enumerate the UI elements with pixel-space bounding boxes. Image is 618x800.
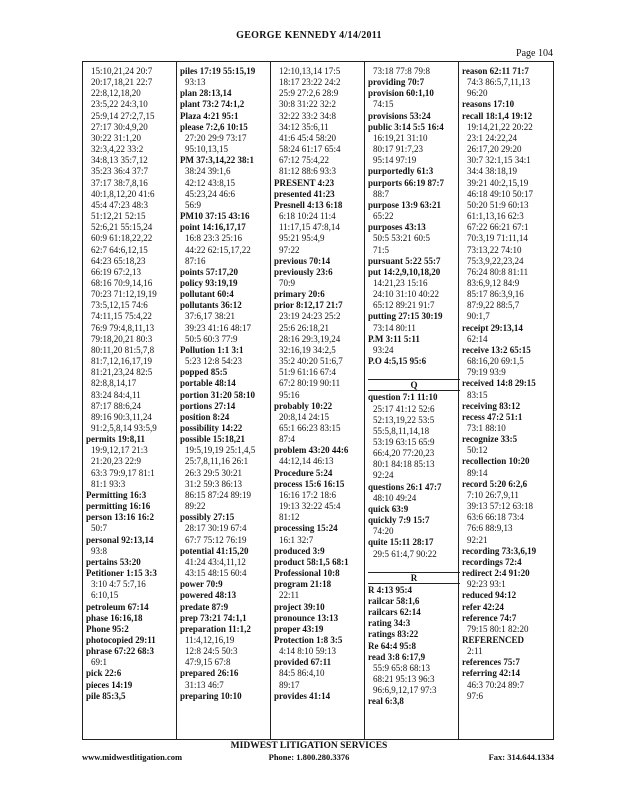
index-entry: pieces 14:19 <box>86 679 133 690</box>
index-continuation: 93:24 <box>373 344 394 355</box>
index-entry: potential 41:15,20 <box>180 545 249 556</box>
index-entry: refer 42:24 <box>462 601 504 612</box>
index-entry: Re 64:4 95:8 <box>368 640 416 651</box>
index-column-3 <box>274 66 366 736</box>
index-continuation: 70:3,19 71:11,14 <box>467 233 528 244</box>
index-continuation: 74:3 86:5,7,11,13 <box>467 77 531 88</box>
index-entry: redirect 2:4 91:20 <box>462 568 530 579</box>
index-continuation: 39:23 41:16 48:17 <box>185 322 252 333</box>
index-continuation: 73:14 80:11 <box>373 322 416 333</box>
index-entry: receive 13:2 65:15 <box>462 344 531 355</box>
index-continuation: 47:9,15 67:8 <box>185 657 231 668</box>
index-continuation: 37:6,17 38:21 <box>185 311 236 322</box>
index-entry: public 3:14 5:5 16:4 <box>368 121 444 132</box>
index-continuation: 48:10 49:24 <box>373 492 417 503</box>
index-entry: rating 34:3 <box>368 618 411 629</box>
index-entry: piles 17:19 55:15,19 <box>180 66 256 76</box>
index-entry: providing 70:7 <box>368 77 425 88</box>
index-entry: recall 18:1,4 19:12 <box>462 110 533 121</box>
index-continuation: 70:9 <box>279 277 296 288</box>
index-continuation: 16:8 23:3 25:16 <box>185 233 243 244</box>
index-continuation: 41:24 43:4,11,12 <box>185 556 246 567</box>
index-entry: Permitting 16:3 <box>86 489 147 500</box>
index-continuation: 62:7 64:6,12,15 <box>91 244 148 255</box>
index-entry: Protection 1:8 3:5 <box>274 634 343 645</box>
index-continuation: 92:21 <box>467 534 488 545</box>
index-entry: R 4:13 95:4 <box>368 584 412 595</box>
index-entry: purpose 13:9 63:21 <box>368 199 442 210</box>
index-entry: probably 10:22 <box>274 400 333 411</box>
index-entry: Petitioner 1:15 3:3 <box>86 568 157 579</box>
index-continuation: 89:16 90:3,11,24 <box>91 411 152 422</box>
index-continuation: 5:23 12:8 54:23 <box>185 356 243 367</box>
index-entry: portions 27:14 <box>180 400 236 411</box>
spacer <box>368 560 460 571</box>
index-continuation: 68:16,20 69:1,5 <box>467 356 524 367</box>
index-continuation: 81:12 88:6 93:3 <box>279 166 337 177</box>
index-entry: point 14:16,17,17 <box>180 222 246 233</box>
index-entry: quick 63:9 <box>368 503 409 514</box>
index-continuation: 26:17,20 29:20 <box>467 144 522 155</box>
index-entry: reference 74:7 <box>462 612 517 623</box>
index-continuation: 65:12 89:21 91:7 <box>373 300 435 311</box>
index-continuation: 7:10 26:7,9,11 <box>467 489 519 500</box>
index-continuation: 51:9 61:16 67:4 <box>279 367 337 378</box>
index-entry: prep 73:21 74:1,1 <box>180 612 247 623</box>
index-continuation: 25:7,8,11,16 26:1 <box>185 456 249 467</box>
page-number: Page 104 <box>516 48 553 59</box>
index-entry: quite 15:11 28:17 <box>368 537 434 548</box>
index-continuation: 37:17 38:7,8,16 <box>91 177 148 188</box>
index-continuation: 2:11 <box>467 646 483 657</box>
index-continuation: 79:15 80:1 82:20 <box>467 623 529 634</box>
index-continuation: 91:2,5,8,14 93:5,9 <box>91 423 157 433</box>
index-entry: primary 20:6 <box>274 289 325 300</box>
index-entry: produced 3:9 <box>274 545 325 556</box>
index-continuation: 30:22 31:1,20 <box>91 132 142 143</box>
index-continuation: 90:1,7 <box>467 311 490 322</box>
index-continuation: 20:17,18,21 22:7 <box>91 77 153 88</box>
index-entry: permits 19:8,11 <box>86 434 145 445</box>
index-entry: provisions 53:24 <box>368 110 431 121</box>
index-entry: railcar 58:1,6 <box>368 596 420 606</box>
index-continuation: 45:23,24 46:6 <box>185 188 236 199</box>
index-continuation: 18:17 23:22 24:2 <box>279 77 341 88</box>
index-continuation: 11:4,12,16,19 <box>185 634 235 645</box>
index-entry: Procedure 5:24 <box>274 467 333 478</box>
index-continuation: 81:12 <box>279 512 300 523</box>
index-entry: P.M 3:11 5:11 <box>368 333 420 344</box>
index-continuation: 68:16 70:9,14,16 <box>91 277 153 288</box>
index-continuation: 93:8 <box>91 545 108 556</box>
index-entry: pollutant 60:4 <box>180 289 234 300</box>
index-entry: PM10 37:15 43:16 <box>180 211 250 222</box>
index-entry: petroleum 67:14 <box>86 601 149 612</box>
index-continuation: 74:15 <box>373 99 394 110</box>
index-entry: points 57:17,20 <box>180 266 239 277</box>
index-continuation: 87:16 <box>185 255 206 266</box>
index-entry: provided 67:11 <box>274 657 332 668</box>
index-entry: PRESENT 4:23 <box>274 177 335 188</box>
index-continuation: 30:8 31:22 32:2 <box>279 99 337 110</box>
index-entry: pile 85:3,5 <box>86 690 126 701</box>
index-continuation: 34:4 38:18,19 <box>467 166 518 177</box>
index-entry: portable 48:14 <box>180 378 236 389</box>
index-continuation: 30:7 32:1,15 34:1 <box>467 155 531 166</box>
section-letter: Q <box>368 379 460 391</box>
index-entry: Phone 95:2 <box>86 623 129 634</box>
index-continuation: 45:4 47:23 48:3 <box>91 199 149 210</box>
index-continuation: 95:14 97:19 <box>373 155 417 166</box>
index-continuation: 19:5,19,19 25:1,4,5 <box>185 445 256 456</box>
index-continuation: 15:10,21,24 20:7 <box>91 66 153 76</box>
index-column-2 <box>180 66 272 736</box>
index-continuation: 86:15 87:24 89:19 <box>185 489 252 500</box>
index-entry: read 3:8 6:17,9 <box>368 651 426 662</box>
index-entry: processing 15:24 <box>274 523 338 534</box>
index-continuation: 23:5,22 24:3,10 <box>91 99 148 110</box>
index-continuation: 81:1 93:3 <box>91 478 126 489</box>
index-continuation: 93:13 <box>185 77 206 88</box>
index-continuation: 63:3 79:9,17 81:1 <box>91 467 155 478</box>
footer-website: www.midwestlitigation.com <box>82 752 183 762</box>
index-continuation: 27:17 30:4,9,20 <box>91 121 148 132</box>
index-continuation: 89:17 <box>279 679 300 690</box>
index-continuation: 50:12 <box>467 445 488 456</box>
index-continuation: 83:15 <box>467 389 488 400</box>
index-entry: proper 43:19 <box>274 623 324 634</box>
index-entry: purportedly 61:3 <box>368 166 434 177</box>
index-entry: recognize 33:5 <box>462 434 518 445</box>
index-continuation: 43:15 48:15 60:4 <box>185 568 247 579</box>
footer-fax: Fax: 314.644.1334 <box>488 752 554 762</box>
index-continuation: 50:7 <box>91 523 108 534</box>
index-continuation: 68:21 95:13 96:3 <box>373 674 435 685</box>
index-continuation: 23:1 24:22,24 <box>467 132 518 143</box>
index-continuation: 82:8,8,14,17 <box>91 378 137 389</box>
index-entry: referring 42:14 <box>462 668 521 679</box>
index-continuation: 89:14 <box>467 467 488 478</box>
index-entry: process 15:6 16:15 <box>274 478 345 489</box>
index-continuation: 79:19 93:9 <box>467 367 506 378</box>
index-continuation: 73:5,12,15 74:6 <box>91 300 148 311</box>
index-continuation: 50:5 60:3 77:9 <box>185 333 238 344</box>
index-continuation: 75:3,9,22,23,24 <box>467 255 524 266</box>
index-continuation: 97:22 <box>279 244 300 255</box>
index-entry: plant 73:2 74:1,2 <box>180 99 245 110</box>
index-continuation: 80:11,20 81:5,7,8 <box>91 344 155 355</box>
index-entry: person 13:16 16:2 <box>86 512 154 523</box>
index-continuation: 76:24 80:8 81:11 <box>467 266 529 277</box>
index-continuation: 19:9,12,17 21:3 <box>91 445 148 456</box>
index-continuation: 51:12,21 52:15 <box>91 211 146 222</box>
spacer <box>368 367 460 378</box>
index-continuation: 39:13 57:12 63:18 <box>467 501 534 512</box>
index-continuation: 87:4 <box>279 434 296 445</box>
index-entry: plan 28:13,14 <box>180 88 232 99</box>
index-entry: possibility 14:22 <box>180 423 243 433</box>
index-entry: permitting 16:16 <box>86 501 151 512</box>
index-entry: put 14:2,9,10,18,20 <box>368 266 441 277</box>
index-entry: presented 41:23 <box>274 188 335 199</box>
index-entry: phase 16:16,18 <box>86 612 143 623</box>
index-entry: receiving 83:12 <box>462 400 521 411</box>
index-continuation: 34:8,13 35:7,12 <box>91 155 148 166</box>
index-entry: portion 31:20 58:10 <box>180 389 255 400</box>
index-continuation: 52:13,19,22 53:5 <box>373 414 435 425</box>
index-continuation: 85:17 86:3,9,16 <box>467 289 524 300</box>
index-continuation: 39:21 40:2,15,19 <box>467 177 529 188</box>
index-entry: prepared 26:16 <box>180 668 239 679</box>
index-entry: preparing 10:10 <box>180 690 242 701</box>
index-continuation: 53:19 63:15 65:9 <box>373 436 435 447</box>
index-continuation: 40:1,8,12,20 41:6 <box>91 188 155 199</box>
index-continuation: 74:20 <box>373 526 394 537</box>
index-entry: predate 87:9 <box>180 601 229 612</box>
index-continuation: 50:20 51:9 60:13 <box>467 199 529 210</box>
index-continuation: 25:9,14 27:2,7,15 <box>91 110 155 121</box>
index-continuation: 66:4,20 77:20,23 <box>373 448 435 459</box>
index-continuation: 61:1,13,16 62:3 <box>467 211 524 222</box>
index-entry: project 39:10 <box>274 601 325 612</box>
index-continuation: 46:18 49:10 50:17 <box>467 188 534 199</box>
index-entry: position 8:24 <box>180 411 230 422</box>
index-continuation: 67:22 66:21 67:1 <box>467 222 529 233</box>
index-continuation: 67:2 80:19 90:11 <box>279 378 341 389</box>
index-continuation: 84:5 86:4,10 <box>279 668 325 679</box>
index-continuation: 73:18 77:8 79:8 <box>373 66 431 76</box>
index-continuation: 19:14,21,22 20:22 <box>467 121 533 132</box>
index-continuation: 58:24 61:17 65:4 <box>279 144 341 155</box>
index-continuation: 92:24 <box>373 470 394 481</box>
index-continuation: 95:21 95:4,9 <box>279 233 325 244</box>
index-continuation: 28:17 30:19 67:4 <box>185 523 247 534</box>
index-entry: possible 15:18,21 <box>180 434 246 445</box>
index-entry: policy 93:19,19 <box>180 277 238 288</box>
index-continuation: 76:9 79:4,8,11,13 <box>91 322 155 333</box>
index-continuation: 89:22 <box>185 501 206 512</box>
index-continuation: 26:3 29:5 30:21 <box>185 467 243 478</box>
index-continuation: 83:24 84:4,11 <box>91 389 141 400</box>
index-continuation: 73:1 88:10 <box>467 423 506 433</box>
index-continuation: 4:14 8:10 59:13 <box>279 646 337 657</box>
index-continuation: 70:23 71:12,19,19 <box>91 289 157 300</box>
index-entry: Presnell 4:13 6:18 <box>274 199 343 210</box>
index-continuation: 22:8,12,18,20 <box>91 88 141 99</box>
index-continuation: 25:6 26:18,21 <box>279 322 330 333</box>
index-entry: provides 41:14 <box>274 690 331 701</box>
index-continuation: 14:21,23 15:16 <box>373 277 428 288</box>
index-continuation: 32:22 33:2 34:8 <box>279 110 337 121</box>
index-continuation: 31:13 46:7 <box>185 679 224 690</box>
index-entry: references 75:7 <box>462 657 520 668</box>
index-entry: purposes 43:13 <box>368 222 426 233</box>
index-continuation: 24:10 31:10 40:22 <box>373 289 440 300</box>
index-continuation: 56:9 <box>185 199 202 210</box>
index-continuation: 31:2 59:3 86:13 <box>185 478 243 489</box>
index-continuation: 67:7 75:12 76:19 <box>185 534 247 545</box>
index-continuation: 62:14 <box>467 333 488 344</box>
index-entry: purports 66:19 87:7 <box>368 177 444 188</box>
index-continuation: 52:6,21 55:15,24 <box>91 222 153 233</box>
index-continuation: 76:6 88:9,13 <box>467 523 513 534</box>
index-continuation: 69:1 <box>91 657 108 668</box>
index-continuation: 67:12 75:4,22 <box>279 155 330 166</box>
index-continuation: 16:16 17:2 18:6 <box>279 489 337 500</box>
index-continuation: 66:19 67:2,13 <box>91 266 142 277</box>
index-continuation: 92:23 93:1 <box>467 579 506 590</box>
index-continuation: 20:8,14 24:15 <box>279 411 330 422</box>
index-continuation: 74:11,15 75:4,22 <box>91 311 152 322</box>
index-continuation: 81:7,12,16,17,19 <box>91 356 153 367</box>
index-entry: REFERENCED <box>462 634 525 645</box>
index-entry: reduced 94:12 <box>462 590 517 601</box>
section-letter: R <box>368 572 460 584</box>
index-entry: previously 23:6 <box>274 266 333 277</box>
index-entry: Pollution 1:1 3:1 <box>180 344 244 355</box>
index-entry: problem 43:20 44:6 <box>274 445 349 456</box>
index-entry: possibly 27:15 <box>180 512 235 523</box>
index-entry: putting 27:15 30:19 <box>368 311 443 322</box>
index-continuation: 46:3 70:24 89:7 <box>467 679 525 690</box>
index-entry: pursuant 5:22 55:7 <box>368 255 441 266</box>
index-continuation: 44:12,14 46:13 <box>279 456 334 467</box>
footer-company: MIDWEST LITIGATION SERVICES <box>230 741 388 751</box>
index-entry: P.O 4:5,15 95:6 <box>368 356 427 367</box>
index-continuation: 42:12 43:8,15 <box>185 177 236 188</box>
index-entry: record 5:20 6:2,6 <box>462 478 528 489</box>
index-column-1 <box>86 66 178 736</box>
index-entry: pertains 53:20 <box>86 556 141 567</box>
index-continuation: 25:17 41:12 52:6 <box>373 403 435 414</box>
index-continuation: 11:17,15 47:8,14 <box>279 222 340 233</box>
index-continuation: 79:18,20,21 80:3 <box>91 333 153 344</box>
index-continuation: 80:17 91:7,23 <box>373 144 424 155</box>
index-entry: provision 60:1,10 <box>368 88 434 99</box>
index-continuation: 64:23 65:18,23 <box>91 255 146 266</box>
index-entry: received 14:8 29:15 <box>462 378 536 389</box>
index-continuation: 38:24 39:1,6 <box>185 166 231 177</box>
index-continuation: 60:9 61:18,22,22 <box>91 233 153 244</box>
index-continuation: 32:16,19 34:2,5 <box>279 344 336 355</box>
index-entry: power 70:9 <box>180 579 223 590</box>
index-continuation: 22:11 <box>279 590 300 601</box>
index-continuation: 35:23 36:4 37:7 <box>91 166 149 177</box>
index-entry: pollutants 36:12 <box>180 300 242 311</box>
index-continuation: 32:3,4,22 33:2 <box>91 144 144 155</box>
index-continuation: 71:5 <box>373 244 390 255</box>
index-entry: real 6:3,8 <box>368 696 404 707</box>
index-entry: prior 8:12,17 21:7 <box>274 300 343 311</box>
index-continuation: 23:19 24:23 25:2 <box>279 311 341 322</box>
index-continuation: 16:19,21 31:10 <box>373 132 428 143</box>
index-entry: please 7:2,6 10:15 <box>180 121 248 132</box>
index-entry: recordings 72:4 <box>462 556 522 567</box>
index-entry: recording 73:3,6,19 <box>462 545 537 556</box>
index-entry: popped 85:5 <box>180 367 228 378</box>
index-continuation: 21:20,23 22:9 <box>91 456 142 467</box>
index-continuation: 87:17 88:6,24 <box>91 400 142 411</box>
page-header-title: GEORGE KENNEDY 4/14/2011 <box>236 30 382 41</box>
index-continuation: 95:16 <box>279 389 300 400</box>
index-continuation: 29:5 61:4,7 90:22 <box>373 548 437 559</box>
index-continuation: 44:22 62:15,17,22 <box>185 244 251 255</box>
index-continuation: 81:21,23,24 82:5 <box>91 367 153 378</box>
index-continuation: 19:13 32:22 45:4 <box>279 501 341 512</box>
index-entry: preparation 11:1,2 <box>180 623 251 634</box>
index-continuation: 12:10,13,14 17:5 <box>279 66 341 76</box>
index-entry: PM 37:3,14,22 38:1 <box>180 155 254 166</box>
index-column-4 <box>368 66 460 736</box>
index-entry: product 58:1,5 68:1 <box>274 556 349 567</box>
index-column-5 <box>462 66 554 736</box>
index-continuation: 83:6,9,12 84:9 <box>467 277 520 288</box>
index-continuation: 63:6 66:18 73:4 <box>467 512 525 523</box>
index-continuation: 73:13,22 74:10 <box>467 244 522 255</box>
index-continuation: 80:1 84:18 85:13 <box>373 459 435 470</box>
index-continuation: 95:10,13,15 <box>185 144 229 155</box>
index-continuation: 55:5,8,11,14,18 <box>373 425 430 436</box>
index-continuation: 65:22 <box>373 211 394 222</box>
index-continuation: 25:9 27:2,6 28:9 <box>279 88 339 99</box>
index-entry: program 21:18 <box>274 579 332 590</box>
index-entry: pronounce 13:13 <box>274 612 339 623</box>
index-entry: recollection 10:20 <box>462 456 530 467</box>
index-entry: pick 22:6 <box>86 668 122 679</box>
index-entry: Plaza 4:21 95:1 <box>180 110 239 121</box>
index-entry: powered 48:13 <box>180 590 237 601</box>
index-continuation: 16:1 32:7 <box>279 534 314 545</box>
index-continuation: 34:12 35:6,11 <box>279 121 329 132</box>
index-entry: reasons 17:10 <box>462 99 515 110</box>
index-entry: phrase 67:22 68:3 <box>86 646 154 657</box>
index-entry: ratings 83:22 <box>368 629 419 640</box>
index-entry: railcars 62:14 <box>368 607 421 618</box>
index-continuation: 28:16 29:3,19,24 <box>279 333 341 344</box>
index-continuation: 96:20 <box>467 88 488 99</box>
index-entry: receipt 29:13,14 <box>462 322 523 333</box>
index-entry: question 7:1 11:10 <box>368 392 438 403</box>
index-continuation: 3:10 4:7 5:7,16 <box>91 579 146 590</box>
index-continuation: 12:8 24:5 50:3 <box>185 646 238 657</box>
index-continuation: 35:2 40:20 51:6,7 <box>279 356 343 367</box>
index-entry: previous 70:14 <box>274 255 331 266</box>
index-entry: Professional 10:8 <box>274 568 340 579</box>
index-continuation: 41:6 45:4 58:20 <box>279 132 337 143</box>
footer-phone: Phone: 1.800.280.3376 <box>268 752 350 762</box>
index-entry: recess 47:2 51:1 <box>462 411 523 422</box>
index-continuation: 97:6 <box>467 690 484 701</box>
index-continuation: 6:10,15 <box>91 590 119 601</box>
index-continuation: 87:9,22 88:5,7 <box>467 300 520 311</box>
index-entry: photocopied 29:11 <box>86 634 156 645</box>
index-entry: questions 26:1 47:7 <box>368 481 442 492</box>
index-continuation: 55:9 65:8 68:13 <box>373 662 431 673</box>
index-continuation: 65:1 66:23 83:15 <box>279 423 341 433</box>
index-continuation: 50:5 53:21 60:5 <box>373 233 431 244</box>
index-entry: reason 62:11 71:7 <box>462 66 529 76</box>
index-entry: quickly 7:9 15:7 <box>368 515 430 526</box>
index-continuation: 6:18 10:24 11:4 <box>279 211 336 222</box>
index-entry: personal 92:13,14 <box>86 534 154 545</box>
index-continuation: 27:20 29:9 73:17 <box>185 132 247 143</box>
index-continuation: 88:7 <box>373 188 390 199</box>
index-continuation: 96:6,9,12,17 97:3 <box>373 685 437 696</box>
